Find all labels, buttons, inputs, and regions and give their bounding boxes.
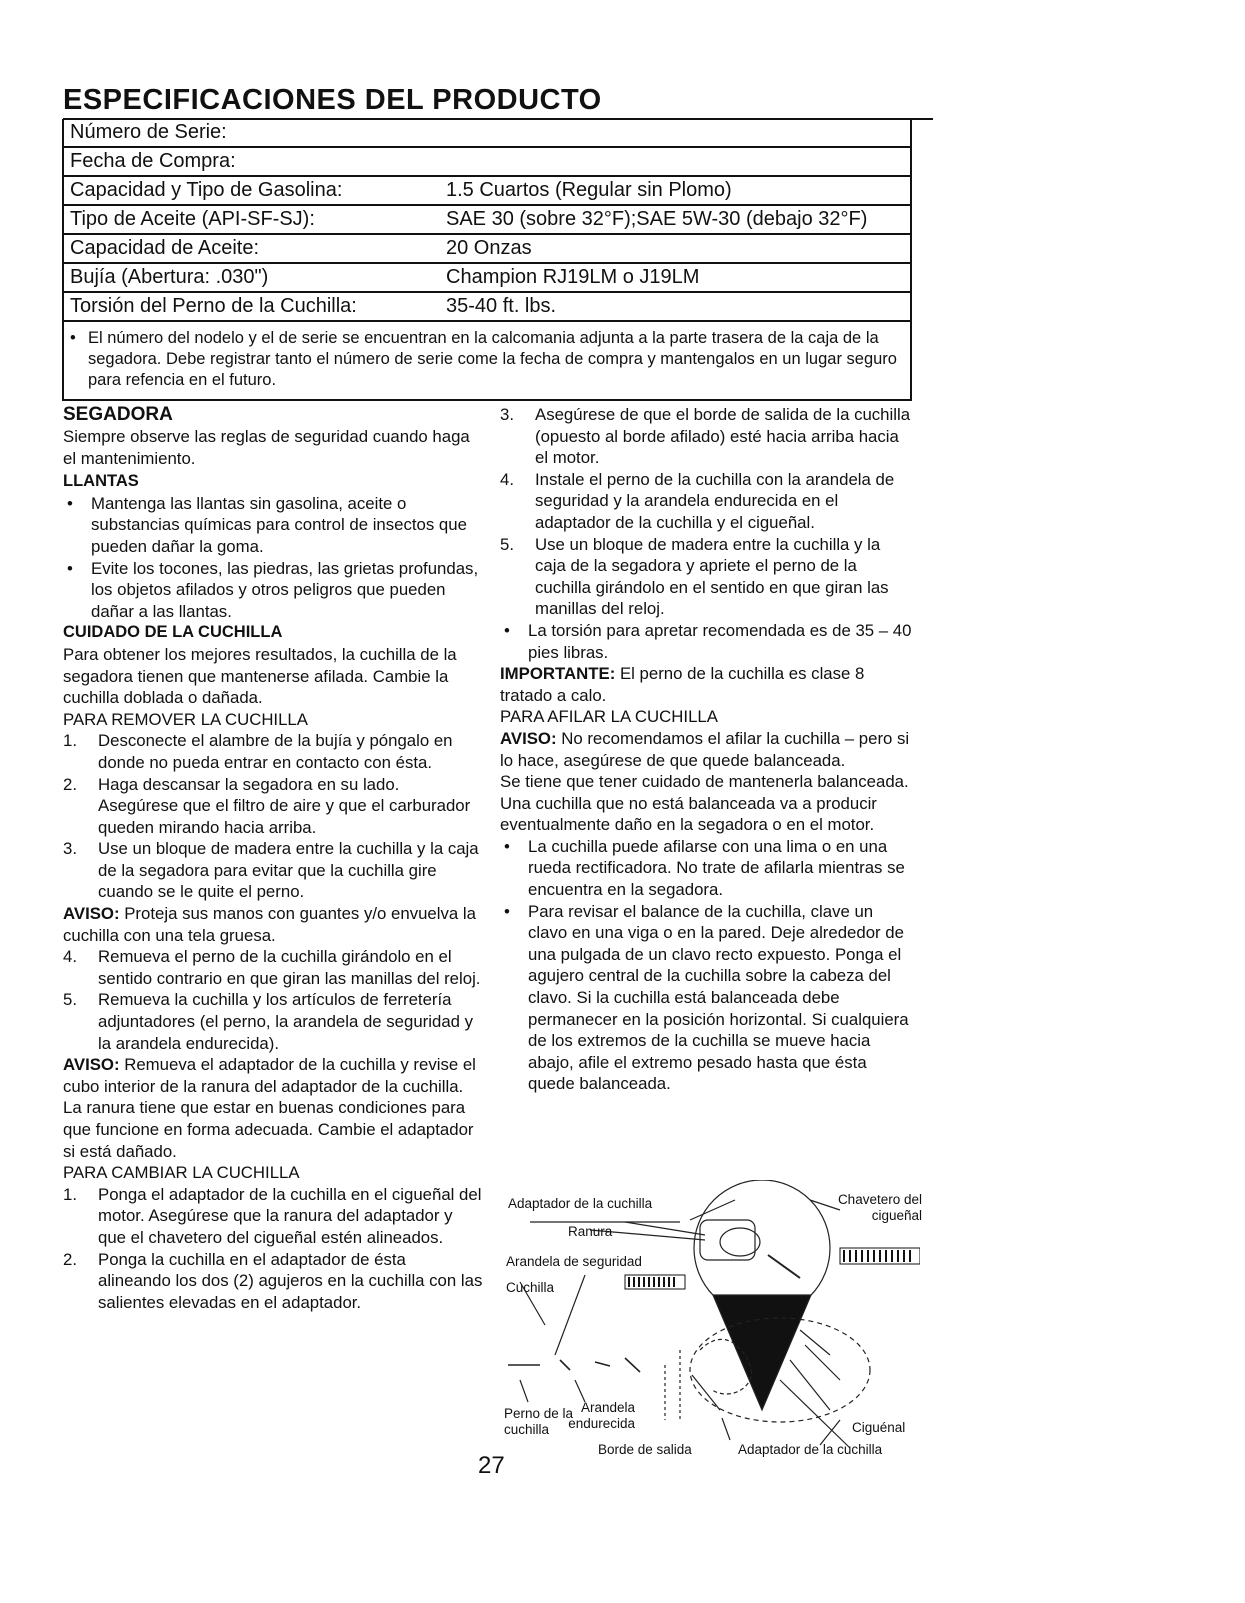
list-item-text: La torsión para apretar recomendada es de 35 – 40 pies libras. — [528, 620, 912, 662]
important-paragraph — [500, 663, 915, 706]
bullet-icon: • — [504, 620, 510, 640]
list-item-text: Use un bloque de madera entre la cuchilla y la caja de la segadora y apriete el perno de la cuchilla girándolo en el sentido en que giran las manillas del reloj. — [535, 534, 889, 619]
adapter-shape — [700, 1220, 755, 1260]
warning-text: Remueva el adaptador de la cuchilla y revise el cubo interior de la ranura del adaptador de la cuchilla. La ranura tiene que estar en buenas condiciones para que funcione en forma adecuada. Cambie el adaptador si está dañado. — [63, 1055, 476, 1161]
spec-value — [446, 148, 910, 175]
spec-value: 35-40 ft. lbs. — [446, 295, 557, 317]
step-number: 3. — [63, 839, 77, 859]
spec-value: 20 Onzas — [446, 237, 532, 259]
list-item — [63, 946, 483, 989]
spec-row — [64, 206, 910, 235]
warning-paragraph — [63, 903, 483, 946]
page-title: ESPECIFICACIONES DEL PRODUCTO — [63, 84, 933, 120]
bullet-icon: • — [67, 558, 73, 578]
step-number: 5. — [63, 990, 77, 1010]
paragraph: Siempre observe las reglas de seguridad cuando haga el mantenimiento. — [63, 427, 470, 468]
spec-note-text: El número del nodelo y el de serie se encuentran en la calcomania adjunta a la parte trasera de la caja de la segadora. Debe registrar tanto el número de serie come la fecha de compra y mantengalos en un lugar seguro para refencia en el futuro. — [88, 329, 897, 389]
list-item — [63, 1249, 483, 1314]
paragraph: Para obtener los mejores resultados, la cuchilla de la segadora tienen que mantenerse afilada. Cambie la cuchilla doblada o dañada. — [63, 644, 457, 708]
label-cuchilla: Cuchilla — [506, 1280, 555, 1295]
list-item — [500, 469, 915, 534]
step-number: 2. — [63, 774, 77, 794]
list-item — [500, 534, 915, 620]
spec-value: SAE 30 (sobre 32°F);SAE 5W-30 (debajo 32°F) — [446, 208, 868, 230]
spec-label: Número de Serie: — [70, 121, 227, 143]
label-borde-salida: Borde de salida — [598, 1442, 692, 1457]
list-item-text: Remueva el perno de la cuchilla girándolo en el sentido contrario en que giran las manillas del reloj. — [98, 947, 481, 988]
list-item-text: Instale el perno de la cuchilla con la arandela de seguridad y la arandela endurecida en el adaptador de la cuchilla y el cigueñal. — [535, 469, 895, 532]
list-item — [63, 730, 483, 773]
warning-label: AVISO: — [63, 904, 120, 924]
list-item — [63, 838, 483, 903]
label-adaptador-top: Adaptador de la cuchilla — [508, 1196, 653, 1211]
spec-row — [64, 177, 910, 206]
list-item — [63, 493, 483, 558]
callout-funnel — [713, 1295, 811, 1410]
spec-row — [64, 293, 910, 322]
list-item — [500, 404, 915, 469]
subheading: PARA REMOVER LA CUCHILLA — [63, 709, 308, 729]
subheading: PARA AFILAR LA CUCHILLA — [500, 707, 718, 727]
bullet-icon: • — [504, 836, 510, 856]
list-item-text: Evite los tocones, las piedras, las grietas profundas, los objetos afilados y otros peligros que pueden dañar a las llantas. — [91, 558, 479, 621]
spec-table — [62, 119, 912, 401]
list-item-text: Ponga la cuchilla en el adaptador de ésta alineando los dos (2) agujeros en la cuchilla con las salientes elevadas en el adaptador. — [98, 1249, 483, 1312]
list-item-text: La cuchilla puede afilarse con una lima o en una rueda rectificadora. No trate de afilarla mientras se encuentra en la segadora. — [528, 836, 905, 900]
important-text: El perno de la cuchilla es clase 8 tratado a calo. — [500, 664, 865, 705]
spec-label: Bujía (Abertura: .030") — [70, 266, 269, 288]
spec-label: Capacidad y Tipo de Gasolina: — [70, 179, 343, 201]
warning-label: AVISO: — [500, 728, 557, 748]
spec-value — [446, 119, 910, 146]
bullet-icon: • — [67, 493, 73, 513]
list-item-text: Haga descansar la segadora en su lado. Asegúrese que el filtro de aire y que el carburador queden mirando hacia arriba. — [98, 774, 471, 837]
label-ranura: Ranura — [568, 1224, 613, 1239]
list-item-text: Ponga el adaptador de la cuchilla en el cigueñal del motor. Asegúrese que la ranura del adaptador y que el chavetero del cigueñal estén alineados. — [98, 1184, 482, 1247]
label-arandela-seguridad: Arandela de seguridad — [506, 1254, 642, 1269]
label-arandela-endurecida: Arandela endurecida — [568, 1400, 635, 1431]
warning-text: Proteja sus manos con guantes y/o envuelva la cuchilla con una tela gruesa. — [63, 904, 476, 945]
spec-value: Champion RJ19LM o J19LM — [446, 266, 700, 288]
section-heading: LLANTAS — [63, 472, 139, 491]
list-item-text: Mantenga las llantas sin gasolina, aceite o substancias químicas para control de insectos que pueden dañar la goma. — [91, 493, 467, 556]
list-item-text: Desconecte el alambre de la bujía y póngalo en donde no pueda entrar en contacto con ésta. — [98, 731, 453, 772]
label-ciguenal: Ciguénal — [852, 1420, 906, 1435]
list-item — [63, 558, 483, 623]
step-number: 4. — [500, 469, 514, 489]
list-item — [63, 774, 483, 839]
step-number: 5. — [500, 534, 514, 554]
spec-label: Tipo de Aceite (API-SF-SJ): — [70, 208, 315, 230]
list-item-text: Para revisar el balance de la cuchilla, clave un clavo en una viga o en la pared. Deje alrededor de una pulgada de un clavo recto expuesto. Ponga el agujero central de la cuchilla sobre la cabeza del clavo. Si la cuchilla está balanceada debe permanecer en la posición horizontal. Si cualquiera de los extremos de la cuchilla se mueve hacia abajo, afile el extremo pesado hasta que ésta quede balanceada. — [528, 901, 909, 1094]
thread-pattern — [625, 1248, 920, 1289]
paragraph: Se tiene que tener cuidado de mantenerla balanceada. Una cuchilla que no está balanceada va a producir eventualmente daño en la segadora o en el motor. — [500, 772, 909, 835]
spec-row — [64, 235, 910, 264]
spec-label: Capacidad de Aceite: — [70, 237, 260, 259]
spec-value: 1.5 Cuartos (Regular sin Plomo) — [446, 179, 732, 201]
label-chavetero: Chavetero del cigueñal — [837, 1192, 922, 1223]
step-number: 2. — [63, 1249, 77, 1269]
warning-label: AVISO: — [63, 1055, 120, 1075]
spec-row — [64, 148, 910, 177]
left-column — [63, 404, 483, 1313]
page-number: 27 — [478, 1452, 505, 1479]
step-number: 1. — [63, 731, 77, 751]
bullet-icon: • — [70, 329, 76, 347]
section-heading: SEGADORA — [63, 404, 173, 425]
bullet-icon: • — [504, 901, 510, 921]
step-number: 1. — [63, 1184, 77, 1204]
list-item — [63, 989, 483, 1054]
spec-row — [64, 119, 910, 148]
list-item-text: Use un bloque de madera entre la cuchilla y la caja de la segadora para evitar que la cuchilla gire cuando se le quite el perno. — [98, 839, 479, 902]
important-label: IMPORTANTE: — [500, 664, 616, 684]
spec-note — [64, 322, 910, 399]
blade-assembly-diagram — [500, 1180, 920, 1480]
right-column — [500, 404, 915, 1095]
warning-text: No recomendamos el afilar la cuchilla – pero si lo hace, asegúrese de que quede balanceada. — [500, 728, 910, 770]
spec-row — [64, 264, 910, 293]
section-heading: CUIDADO DE LA CUCHILLA — [63, 623, 283, 642]
list-item — [500, 620, 915, 663]
step-number: 4. — [63, 947, 77, 967]
step-number: 3. — [500, 405, 514, 424]
adapter-hub — [720, 1228, 760, 1256]
list-item — [500, 901, 915, 1095]
label-perno: Perno de la cuchilla — [504, 1406, 574, 1437]
list-item-text: Asegúrese de que el borde de salida de la cuchilla (opuesto al borde afilado) esté hacia arriba hacia el motor. — [535, 405, 911, 468]
subheading: PARA CAMBIAR LA CUCHILLA — [63, 1163, 300, 1183]
spec-label: Torsión del Perno de la Cuchilla: — [70, 295, 357, 317]
warning-paragraph — [500, 728, 915, 771]
spec-label: Fecha de Compra: — [70, 150, 236, 172]
list-item — [500, 836, 915, 901]
label-adaptador-bottom: Adaptador de la cuchilla — [738, 1442, 883, 1457]
list-item — [63, 1184, 483, 1249]
warning-paragraph — [63, 1054, 483, 1162]
list-item-text: Remueva la cuchilla y los artículos de ferretería adjuntadores (el perno, la arandela de seguridad y la arandela endurecida). — [98, 990, 474, 1053]
